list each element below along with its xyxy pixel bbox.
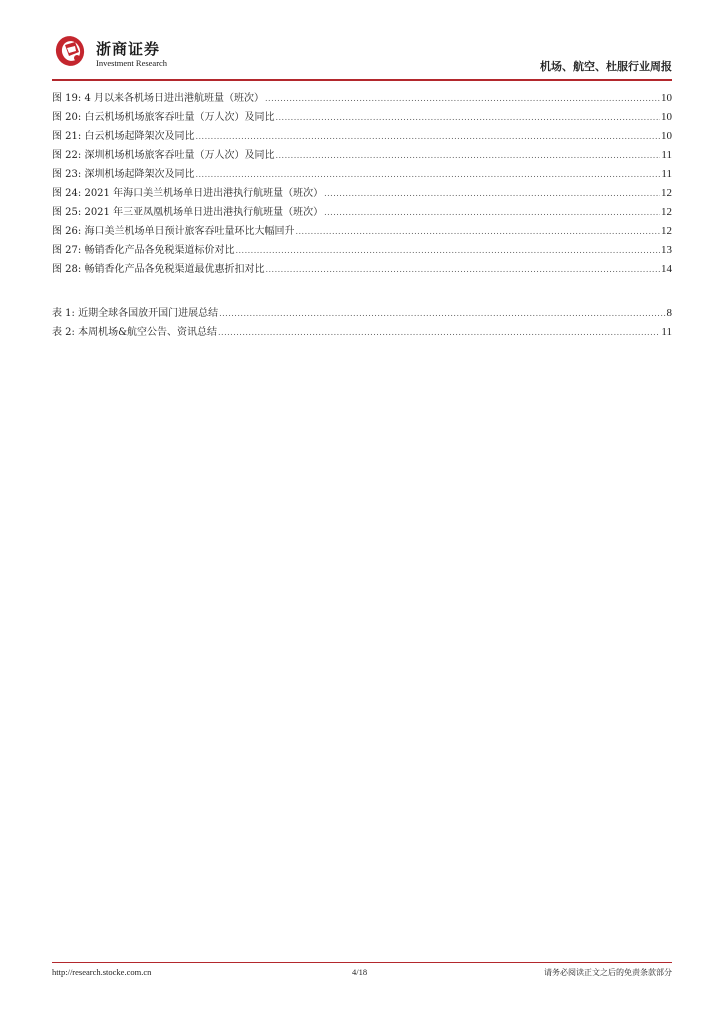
toc-leader-dots	[218, 323, 660, 342]
report-title: 机场、航空、杜服行业周报	[540, 60, 672, 73]
toc-entry-page: 10	[661, 111, 672, 123]
toc-leader-dots	[235, 241, 660, 260]
toc-entry-label: 图 22: 深圳机场机场旅客吞吐量（万人次）及同比	[52, 150, 275, 161]
toc-entry-label: 图 21: 白云机场起降架次及同比	[52, 131, 195, 142]
toc-entry-label: 图 24: 2021 年海口美兰机场单日进出港执行航班量（班次）	[52, 188, 324, 199]
figure-toc-entry[interactable]	[52, 146, 672, 165]
toc-entry-page: 12	[661, 206, 672, 218]
toc-leader-dots	[195, 127, 660, 146]
table-toc-entry[interactable]	[52, 323, 672, 342]
table-index	[52, 304, 672, 342]
figure-toc-entry[interactable]	[52, 127, 672, 146]
figure-toc-entry[interactable]	[52, 260, 672, 279]
toc-entry-page: 12	[661, 187, 672, 199]
table-toc-entry[interactable]	[52, 304, 672, 323]
toc-entry-label: 图 19: 4 月以来各机场日进出港航班量（班次）	[52, 93, 264, 104]
brand-name: 浙商证券	[96, 40, 161, 58]
page-number: 4/18	[352, 967, 368, 977]
toc-leader-dots	[219, 304, 665, 323]
toc-entry-page: 11	[661, 149, 672, 161]
header-divider	[52, 79, 672, 81]
figure-toc-entry[interactable]	[52, 184, 672, 203]
toc-entry-label: 表 1: 近期全球各国放开国门进展总结	[52, 308, 219, 319]
toc-entry-page: 8	[666, 307, 672, 319]
toc-entry-page: 12	[661, 225, 672, 237]
toc-entry-label: 图 27: 畅销香化产品各免税渠道标价对比	[52, 245, 235, 256]
toc-entry-page: 10	[661, 92, 672, 104]
toc-leader-dots	[324, 184, 660, 203]
toc-leader-dots	[195, 165, 660, 184]
toc-leader-dots	[265, 89, 660, 108]
figure-toc-entry[interactable]	[52, 241, 672, 260]
toc-entry-page: 13	[661, 244, 672, 256]
toc-entry-label: 图 26: 海口美兰机场单日预计旅客吞吐量环比大幅回升	[52, 226, 295, 237]
figure-toc-entry[interactable]	[52, 108, 672, 127]
page-footer	[52, 967, 672, 981]
toc-entry-label: 图 23: 深圳机场起降架次及同比	[52, 169, 195, 180]
page-header	[52, 32, 672, 80]
toc-leader-dots	[275, 146, 660, 165]
toc-entry-page: 10	[661, 130, 672, 142]
toc-entry-label: 图 25: 2021 年三亚凤凰机场单日进出港执行航班量（班次）	[52, 207, 324, 218]
toc-entry-label: 表 2: 本周机场&航空公告、资讯总结	[52, 327, 217, 338]
toc-leader-dots	[275, 108, 660, 127]
brand-subtitle: Investment Research	[96, 58, 168, 68]
toc-leader-dots	[295, 222, 660, 241]
figure-toc-entry[interactable]	[52, 165, 672, 184]
toc-leader-dots	[324, 203, 660, 222]
toc-entry-page: 11	[661, 168, 672, 180]
footer-divider	[52, 962, 672, 963]
figure-toc-entry[interactable]	[52, 222, 672, 241]
disclaimer-note: 请务必阅读正文之后的免责条款部分	[544, 968, 672, 977]
toc-entry-page: 11	[661, 326, 672, 338]
figure-toc-entry[interactable]	[52, 89, 672, 108]
figure-toc-entry[interactable]	[52, 203, 672, 222]
toc-entry-label: 图 28: 畅销香化产品各免税渠道最优惠折扣对比	[52, 264, 265, 275]
footer-url: http://research.stocke.com.cn	[52, 967, 152, 977]
figure-index	[52, 89, 672, 279]
stocke-logo-icon	[55, 34, 89, 68]
toc-entry-label: 图 20: 白云机场机场旅客吞吐量（万人次）及同比	[52, 112, 275, 123]
toc-entry-page: 14	[661, 263, 672, 275]
toc-leader-dots	[265, 260, 660, 279]
